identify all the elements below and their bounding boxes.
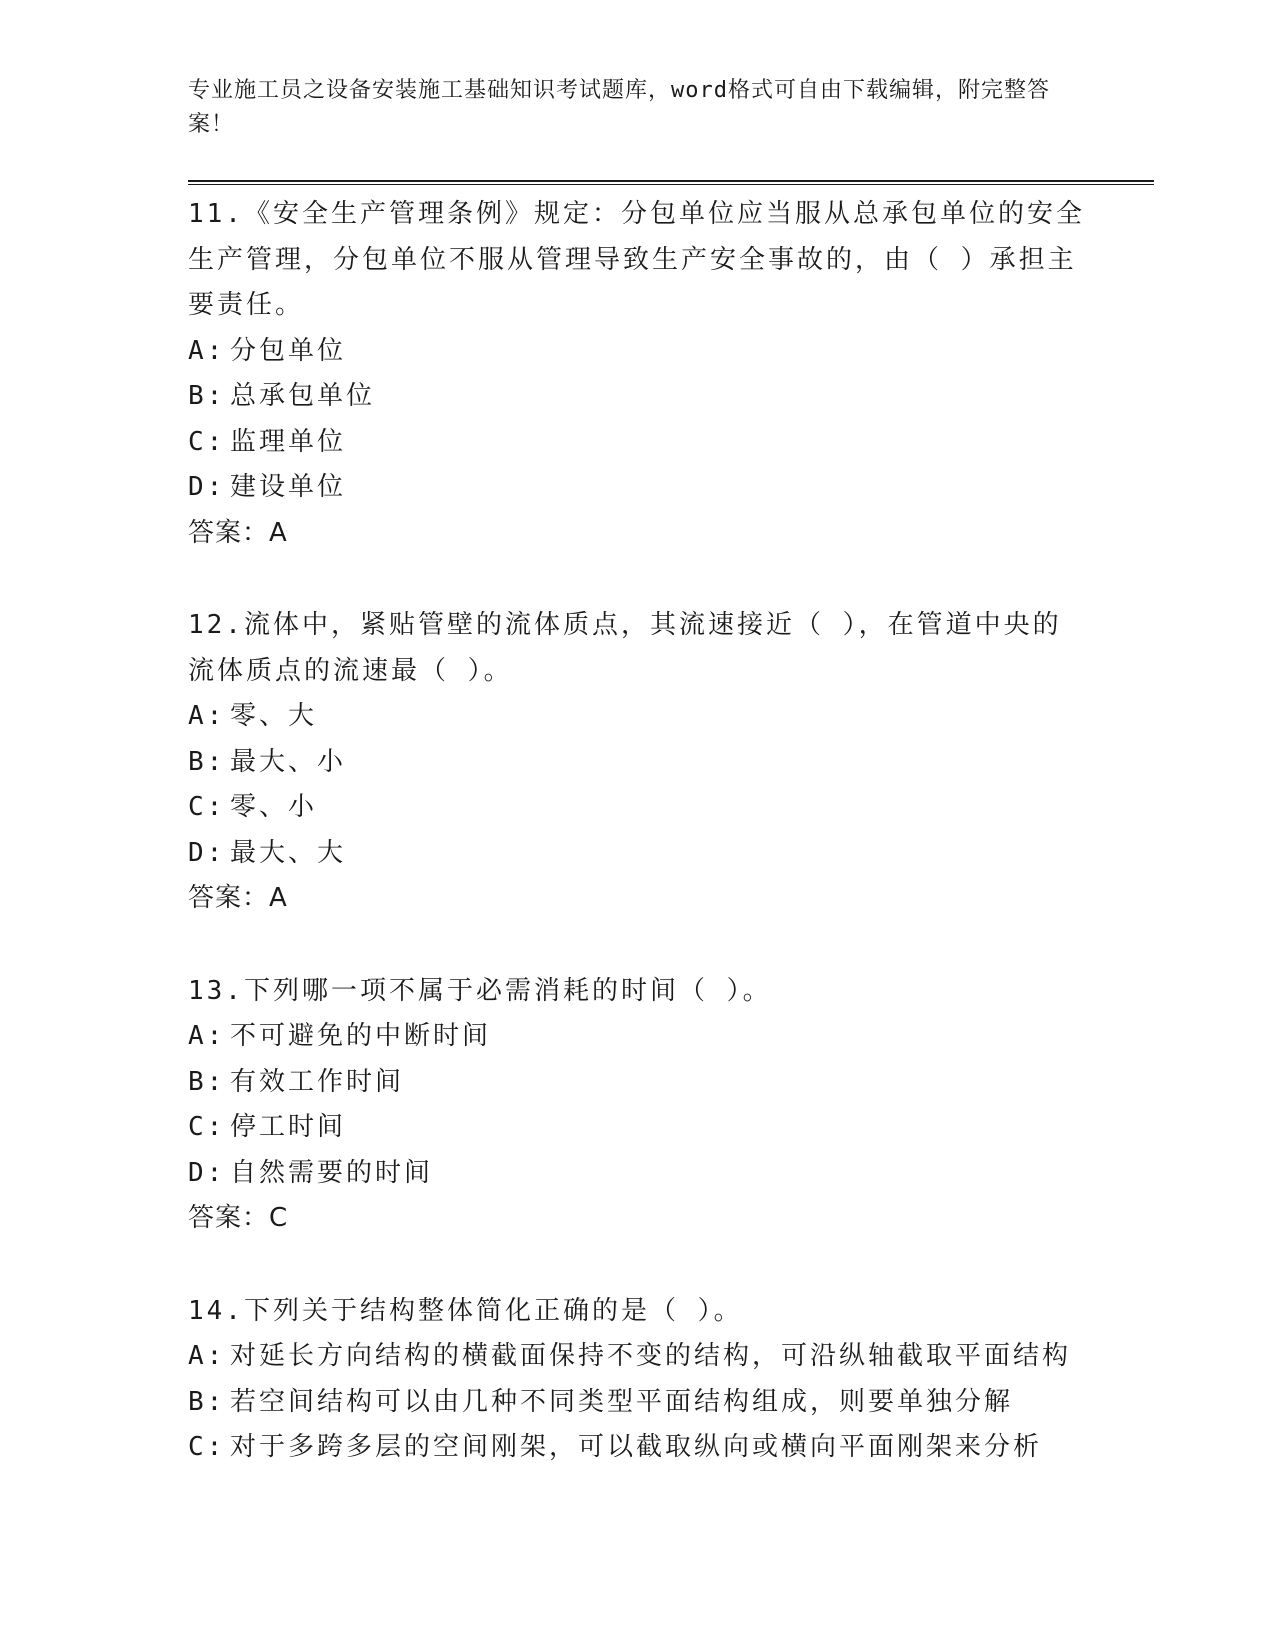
question-11 xyxy=(188,192,1088,556)
option-letter: D: xyxy=(188,1157,226,1188)
option-c xyxy=(188,420,1088,466)
option-text: 总承包单位 xyxy=(230,381,376,411)
option-text: 有效工作时间 xyxy=(230,1066,405,1097)
option-letter: A: xyxy=(188,1021,226,1051)
option-b xyxy=(188,740,1088,786)
question-14 xyxy=(188,1289,1088,1471)
option-text: 建设单位 xyxy=(230,472,347,502)
option-d xyxy=(188,1151,1088,1197)
option-letter: A: xyxy=(188,335,226,366)
option-text: 最大、小 xyxy=(230,746,347,777)
option-text: 监理单位 xyxy=(230,426,347,457)
header-divider xyxy=(188,180,1154,185)
option-text: 若空间结构可以由几种不同类型平面结构组成，则要单独分解 xyxy=(230,1386,1014,1417)
option-text: 最大、大 xyxy=(230,837,347,868)
option-text: 对延长方向结构的横截面保持不变的结构，可沿纵轴截取平面结构 xyxy=(230,1341,1072,1371)
answer-line: 答案：A xyxy=(188,517,288,548)
option-a xyxy=(188,1334,1088,1380)
option-text: 零、小 xyxy=(230,792,318,822)
question-stem: 11.《安全生产管理条例》规定：分包单位应当服从总承包单位的安全生产管理，分包单位不服从管理导致生产安全事故的，由（ ）承担主要责任。 xyxy=(188,199,1085,320)
option-letter: D: xyxy=(188,472,226,502)
option-letter: C: xyxy=(188,1112,226,1142)
option-letter: C: xyxy=(188,1432,226,1462)
question-stem: 13.下列哪一项不属于必需消耗的时间（ ）。 xyxy=(188,975,772,1006)
option-text: 不可避免的中断时间 xyxy=(230,1021,492,1051)
answer-line: 答案：C xyxy=(188,1203,289,1233)
option-b xyxy=(188,1380,1088,1426)
question-13 xyxy=(188,969,1088,1242)
option-a xyxy=(188,1014,1088,1060)
option-c xyxy=(188,1105,1088,1151)
option-b xyxy=(188,1060,1088,1106)
question-12 xyxy=(188,603,1088,922)
option-text: 停工时间 xyxy=(230,1112,347,1142)
option-letter: C: xyxy=(188,426,226,457)
document-header: 专业施工员之设备安装施工基础知识考试题库，word格式可自由下载编辑，附完整答案！ xyxy=(188,78,1050,137)
question-list xyxy=(188,192,1088,1518)
option-a xyxy=(188,694,1088,740)
option-b xyxy=(188,374,1088,420)
answer-line: 答案：A xyxy=(188,883,288,913)
option-d xyxy=(188,465,1088,511)
option-text: 零、大 xyxy=(230,701,318,731)
option-letter: A: xyxy=(188,1341,226,1371)
option-letter: B: xyxy=(188,381,226,411)
option-letter: B: xyxy=(188,746,226,777)
option-letter: A: xyxy=(188,701,226,731)
question-stem: 12.流体中，紧贴管壁的流体质点，其流速接近（ ），在管道中央的流体质点的流速最（ ）。 xyxy=(188,610,1062,686)
question-stem: 14.下列关于结构整体简化正确的是（ ）。 xyxy=(188,1295,743,1326)
option-c xyxy=(188,785,1088,831)
option-a xyxy=(188,329,1088,375)
option-letter: C: xyxy=(188,792,226,822)
option-text: 自然需要的时间 xyxy=(230,1157,434,1188)
option-c xyxy=(188,1425,1088,1471)
option-d xyxy=(188,831,1088,877)
option-text: 对于多跨多层的空间刚架，可以截取纵向或横向平面刚架来分析 xyxy=(230,1432,1043,1462)
option-letter: B: xyxy=(188,1066,226,1097)
option-letter: D: xyxy=(188,837,226,868)
option-letter: B: xyxy=(188,1386,226,1417)
option-text: 分包单位 xyxy=(230,335,347,366)
